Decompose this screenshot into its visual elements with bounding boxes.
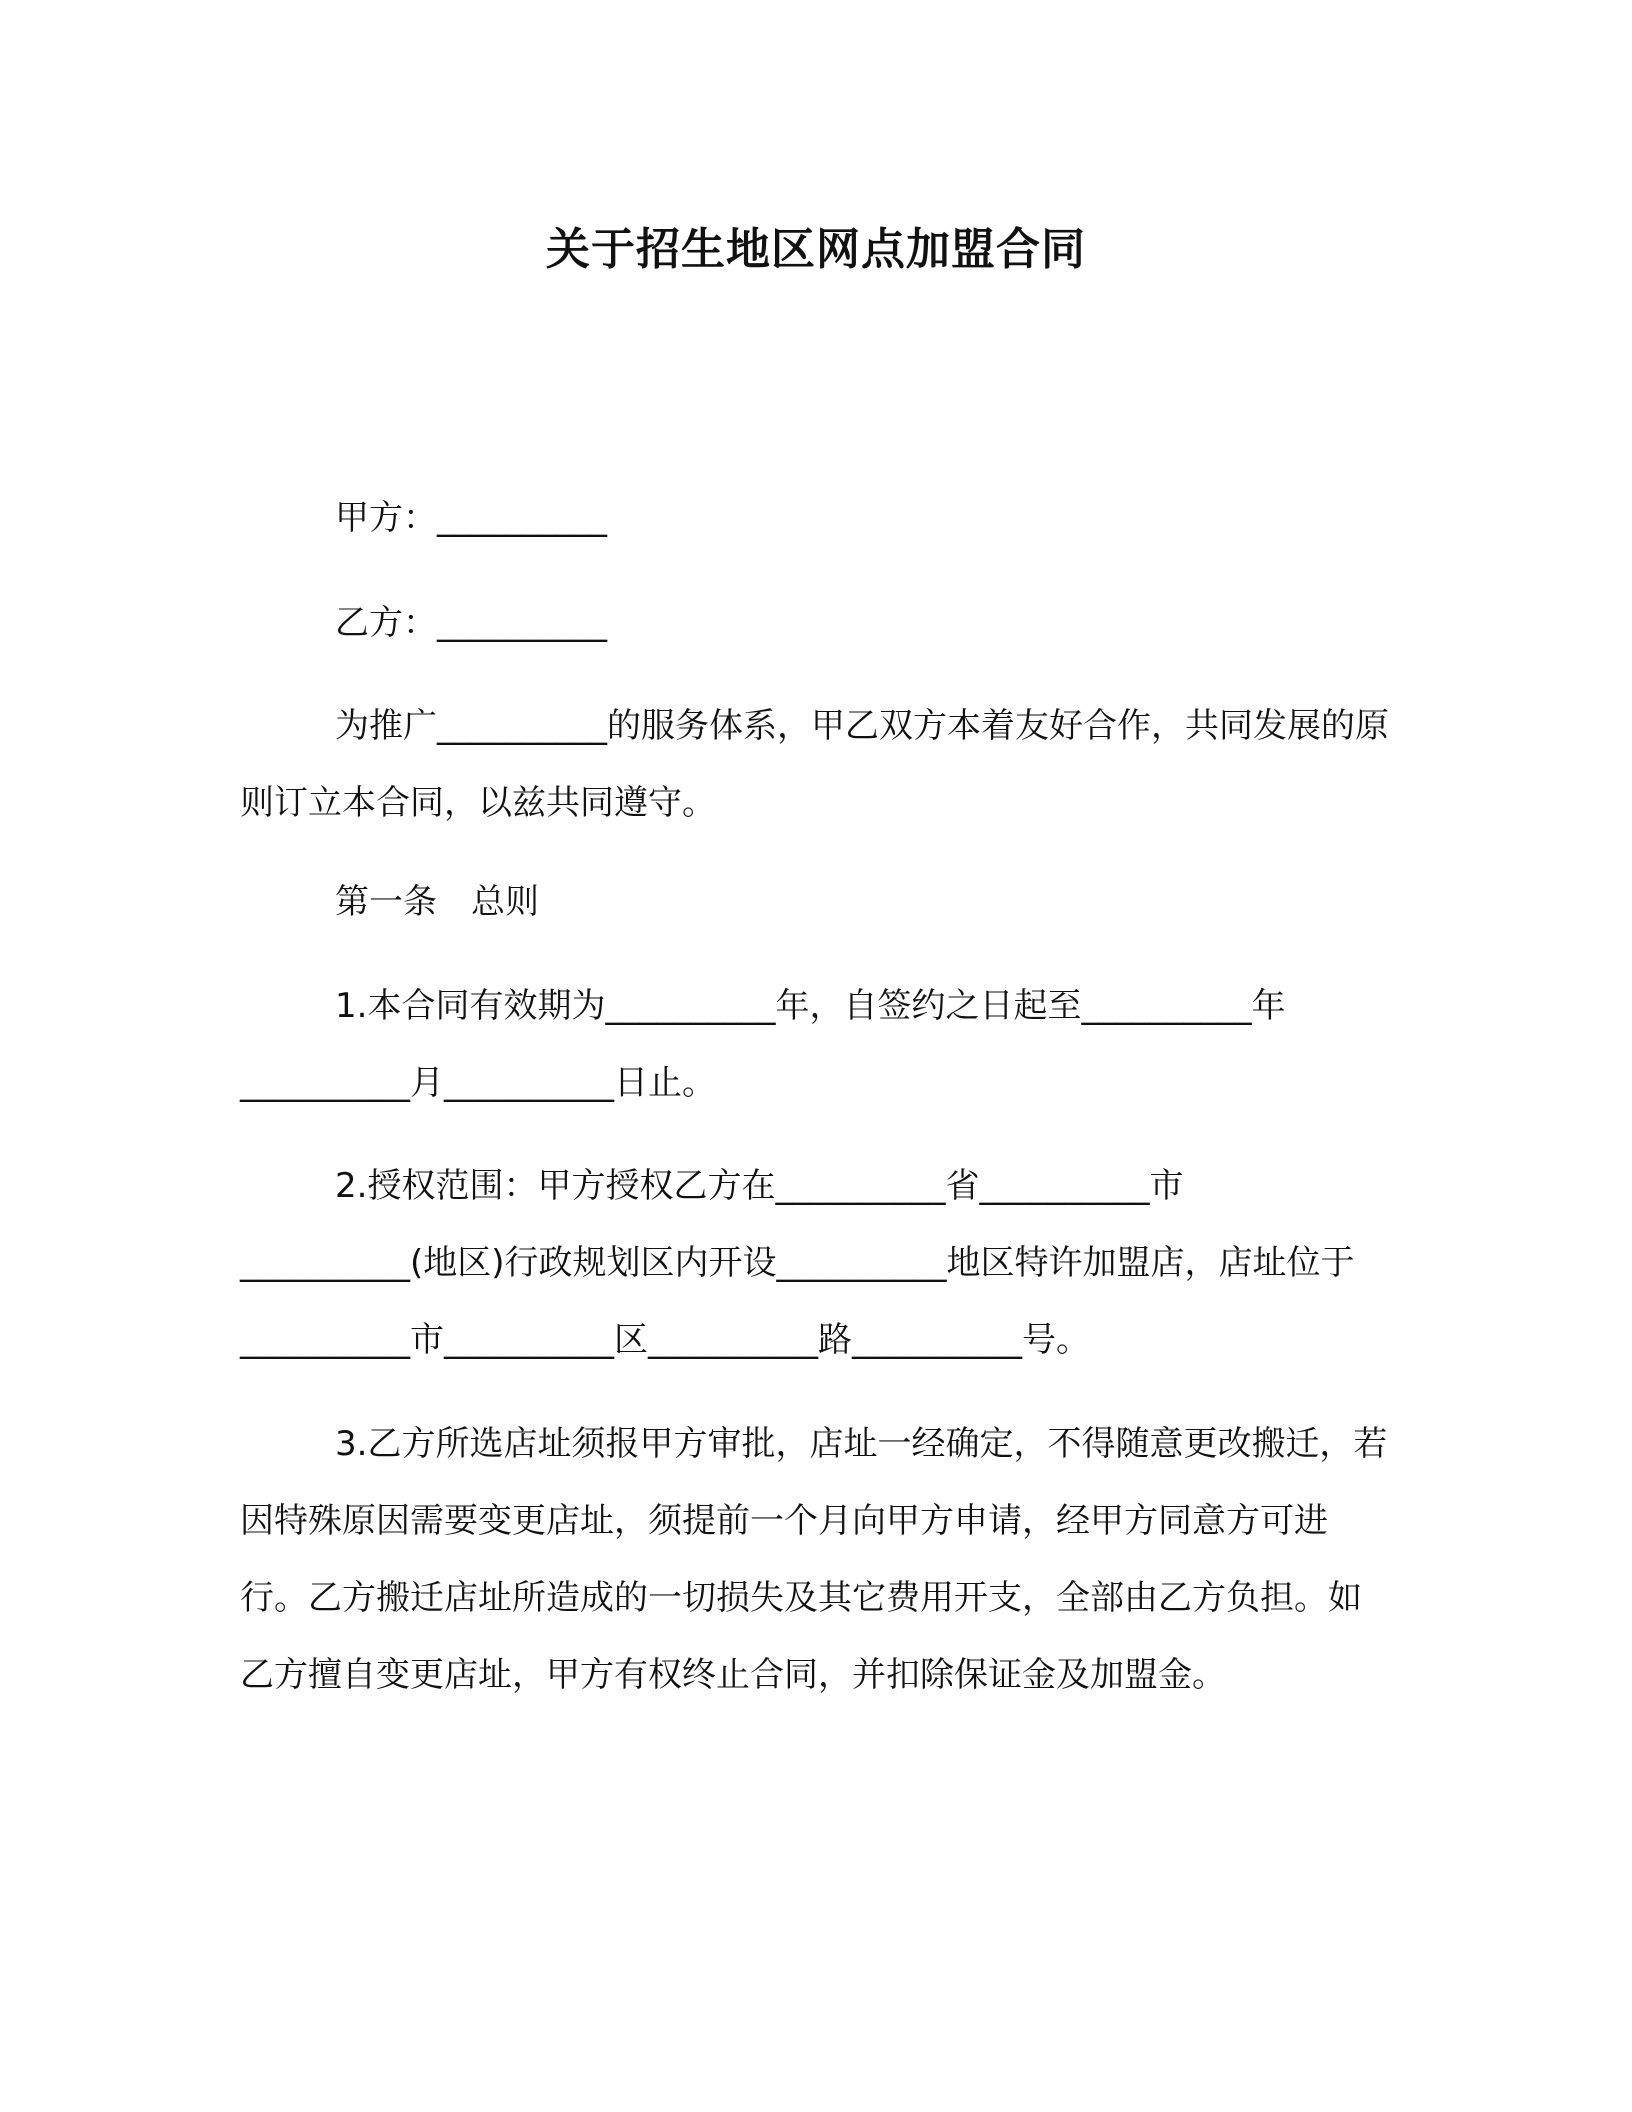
clause-3-paragraph: 3.乙方所选店址须报甲方审批，店址一经确定，不得随意更改搬迁，若因特殊原因需要变更店址，须提前一个月向甲方申请，经甲方同意方可进行。乙方搬迁店址所造成的一切损失及其它费用开支，全部由乙方负担。如乙方擅自变更店址，甲方有权终止合同，并扣除保证金及加盟金。 (240, 1424, 1388, 1695)
party-b-line: 乙方：__________ (335, 603, 607, 643)
article-1-heading: 第一条 总则 (335, 882, 539, 922)
intro-paragraph: 为推广__________的服务体系，甲乙双方本着友好合作，共同发展的原则订立本合同，以兹共同遵守。 (240, 706, 1389, 823)
party-a-line: 甲方：__________ (335, 498, 607, 538)
clause-1-paragraph: 1.本合同有效期为__________年，自签约之日起至__________年__________月__________日止。 (240, 986, 1286, 1103)
document-title: 关于招生地区网点加盟合同 (546, 224, 1086, 275)
clause-2-paragraph: 2.授权范围：甲方授权乙方在__________省__________市__________(地区)行政规划区内开设__________地区特许加盟店，店址位于__________市__________区__________路__________号。 (240, 1166, 1355, 1360)
